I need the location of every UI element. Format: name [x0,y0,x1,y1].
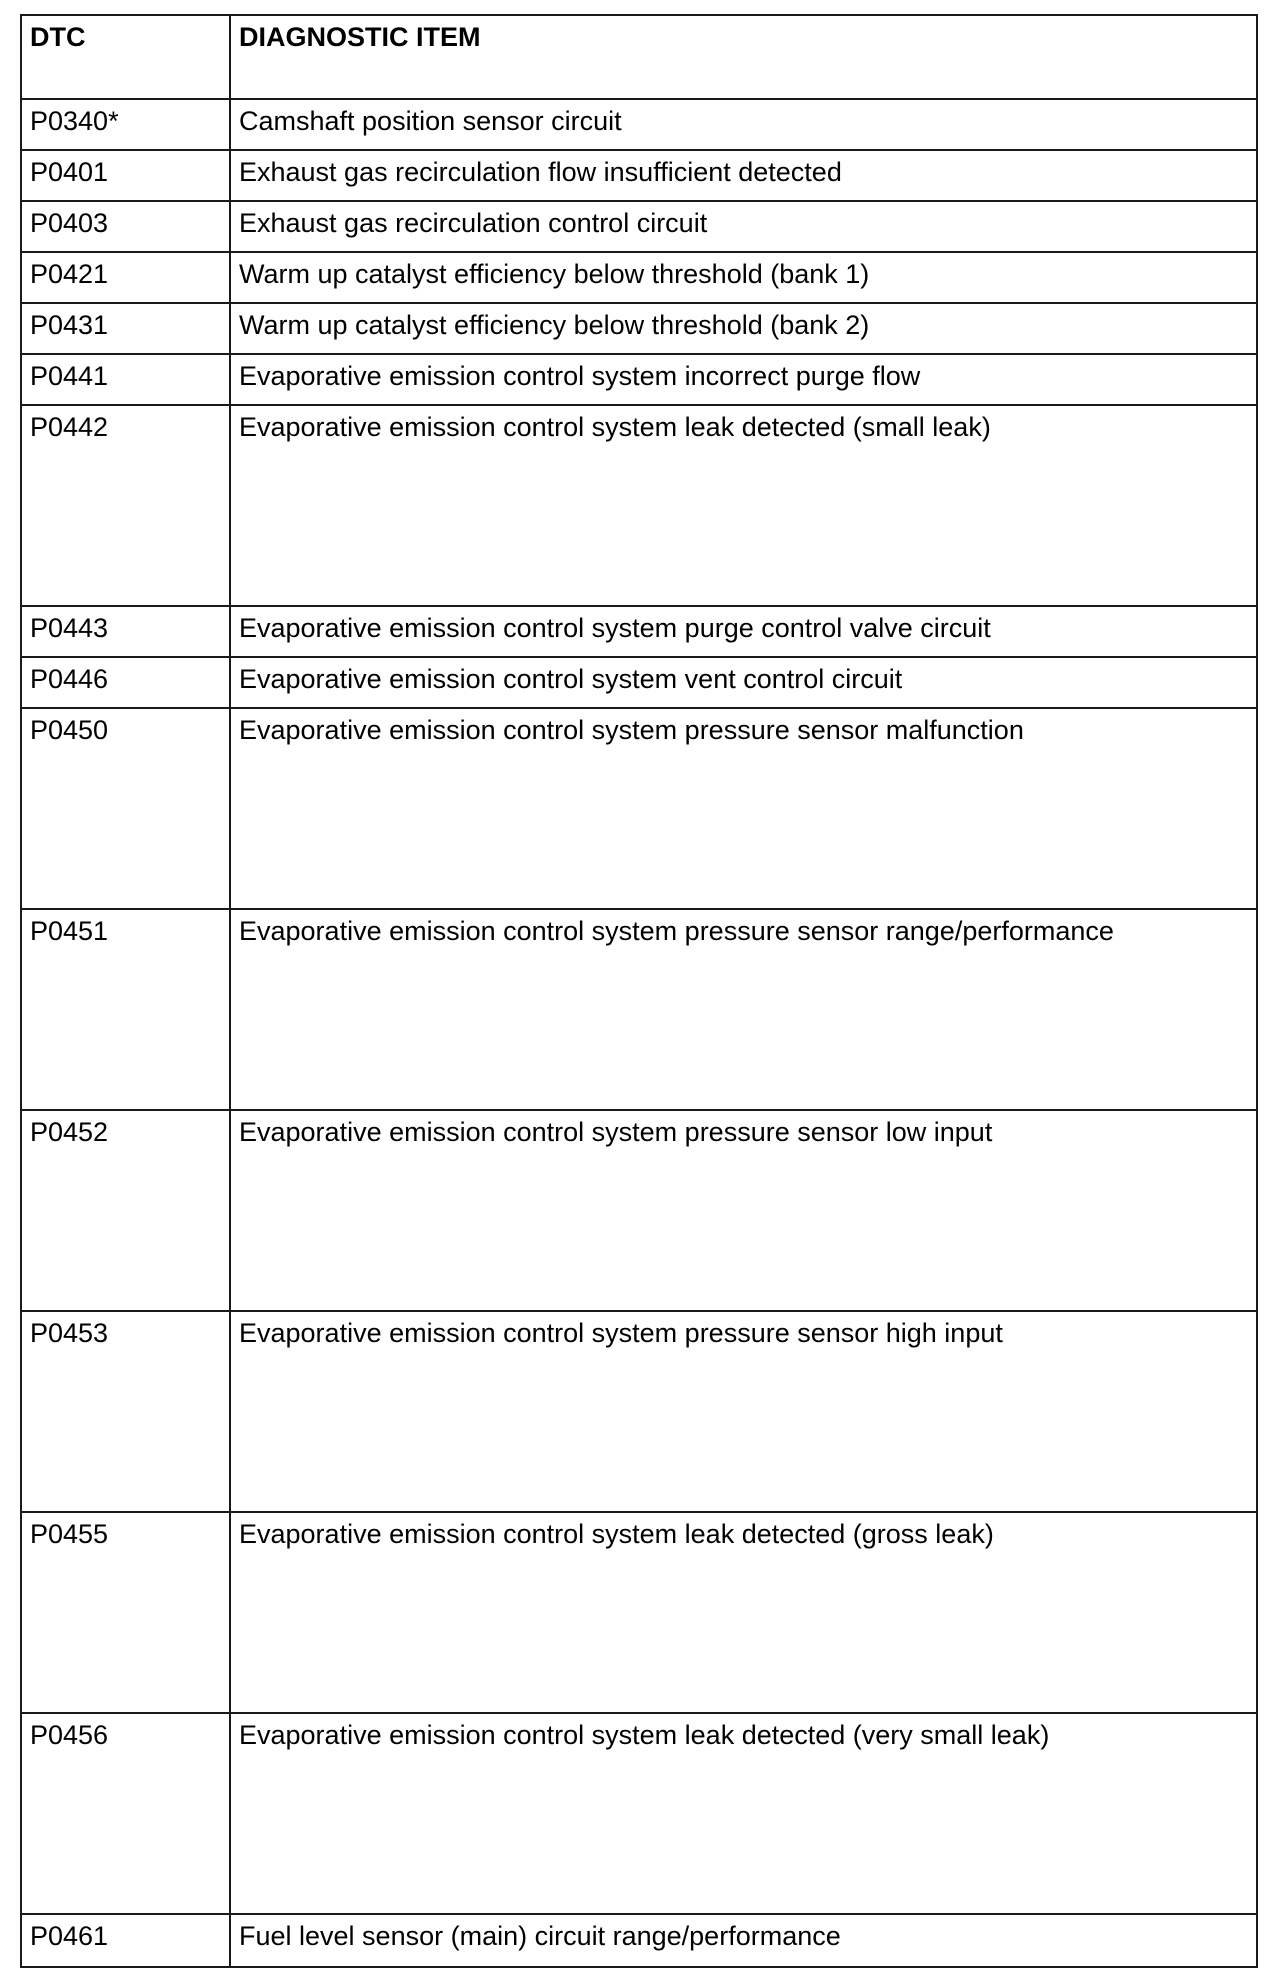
diagnostic-item-cell: Evaporative emission control system pressure sensor low input [230,1110,1257,1311]
diagnostic-item-cell: Exhaust gas recirculation control circuit [230,201,1257,252]
dtc-code-cell: P0452 [21,1110,230,1311]
diagnostic-item-cell: Evaporative emission control system leak detected (small leak) [230,405,1257,606]
dtc-code-cell: P0401 [21,150,230,201]
table-row [21,150,1257,201]
table-row [21,405,1257,606]
diagnostic-item-cell: Exhaust gas recirculation flow insufficient detected [230,150,1257,201]
column-header-diagnostic-item: DIAGNOSTIC ITEM [230,15,1257,99]
diagnostic-item-cell: Evaporative emission control system pressure sensor malfunction [230,708,1257,909]
dtc-code-cell: P0441 [21,354,230,405]
diagnostic-item-cell: Warm up catalyst efficiency below threshold (bank 2) [230,303,1257,354]
dtc-code-cell: P0455 [21,1512,230,1713]
column-header-dtc: DTC [21,15,230,99]
table-row [21,1311,1257,1512]
dtc-code-cell: P0431 [21,303,230,354]
dtc-table [20,14,1258,1968]
table-row [21,201,1257,252]
diagnostic-item-cell: Camshaft position sensor circuit [230,99,1257,150]
table-row [21,657,1257,708]
table-row [21,909,1257,1110]
diagnostic-item-cell: Evaporative emission control system incorrect purge flow [230,354,1257,405]
diagnostic-item-cell: Evaporative emission control system leak detected (very small leak) [230,1713,1257,1914]
table-row [21,708,1257,909]
diagnostic-item-cell: Warm up catalyst efficiency below threshold (bank 1) [230,252,1257,303]
dtc-code-cell: P0446 [21,657,230,708]
table-row [21,1110,1257,1311]
table-header-row [21,15,1257,99]
table-row [21,1512,1257,1713]
dtc-code-cell: P0456 [21,1713,230,1914]
table-row [21,354,1257,405]
diagnostic-item-cell: Evaporative emission control system pressure sensor high input [230,1311,1257,1512]
dtc-code-cell: P0421 [21,252,230,303]
dtc-code-cell: P0453 [21,1311,230,1512]
table-row [21,1914,1257,1967]
diagnostic-item-cell: Evaporative emission control system purge control valve circuit [230,606,1257,657]
dtc-code-cell: P0451 [21,909,230,1110]
diagnostic-item-cell: Evaporative emission control system vent control circuit [230,657,1257,708]
dtc-code-cell: P0450 [21,708,230,909]
dtc-code-cell: P0461 [21,1914,230,1967]
dtc-code-cell: P0442 [21,405,230,606]
dtc-code-cell: P0443 [21,606,230,657]
diagnostic-item-cell: Evaporative emission control system leak detected (gross leak) [230,1512,1257,1713]
dtc-code-cell: P0403 [21,201,230,252]
dtc-code-cell: P0340* [21,99,230,150]
table-row [21,606,1257,657]
table-row [21,303,1257,354]
table-row [21,99,1257,150]
table-row [21,1713,1257,1914]
diagnostic-item-cell: Fuel level sensor (main) circuit range/performance [230,1914,1257,1967]
diagnostic-item-cell: Evaporative emission control system pressure sensor range/performance [230,909,1257,1110]
table-row [21,252,1257,303]
